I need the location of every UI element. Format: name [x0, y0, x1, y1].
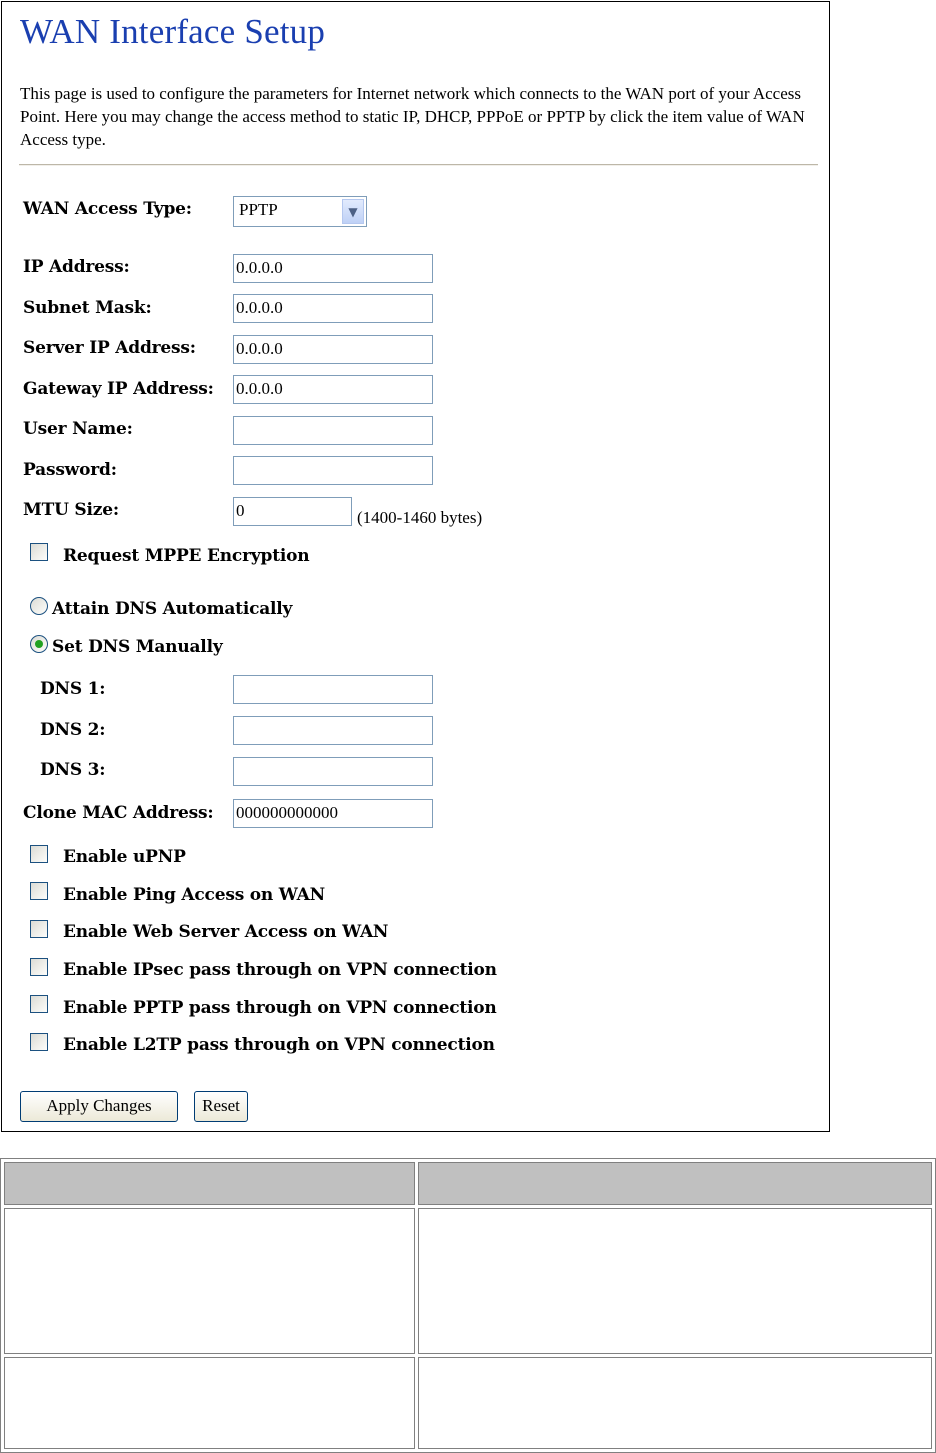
- table-cell: [4, 1208, 415, 1354]
- wan-access-type-select[interactable]: [233, 196, 367, 227]
- mtu-hint: (1400-1460 bytes): [357, 508, 483, 527]
- ipsec-label: Enable IPsec pass through on VPN connection: [63, 960, 497, 980]
- subnet-mask-input[interactable]: 0.0.0.0: [233, 294, 433, 323]
- apply-changes-button[interactable]: Apply Changes: [20, 1091, 178, 1122]
- ping-wan-label: Enable Ping Access on WAN: [63, 885, 325, 905]
- server-ip-label: Server IP Address:: [23, 338, 196, 358]
- mtu-size-label: MTU Size:: [23, 500, 119, 520]
- upnp-label: Enable uPNP: [63, 847, 186, 867]
- pptp-label: Enable PPTP pass through on VPN connection: [63, 998, 497, 1018]
- table-cell: [418, 1357, 932, 1449]
- gateway-ip-input[interactable]: 0.0.0.0: [233, 375, 433, 404]
- wan-access-type-value: PPTP: [239, 200, 278, 219]
- l2tp-label: Enable L2TP pass through on VPN connection: [63, 1035, 495, 1055]
- dns1-label: DNS 1:: [40, 679, 106, 699]
- upnp-checkbox[interactable]: [30, 845, 48, 863]
- ip-address-input[interactable]: 0.0.0.0: [233, 254, 433, 283]
- dns2-input[interactable]: [233, 716, 433, 745]
- user-name-label: User Name:: [23, 419, 133, 439]
- divider: [19, 164, 818, 166]
- table-cell: [418, 1208, 932, 1354]
- dns-manual-radio[interactable]: [30, 635, 48, 653]
- password-label: Password:: [23, 460, 117, 480]
- dns-auto-radio[interactable]: [30, 597, 48, 615]
- dns2-label: DNS 2:: [40, 720, 106, 740]
- password-input[interactable]: [233, 456, 433, 485]
- server-ip-input[interactable]: 0.0.0.0: [233, 335, 433, 364]
- page-description: This page is used to configure the parameters for Internet network which connects to the WAN port of your Access Point. Here you may change the access method to static IP, DHCP, PPPoE or PPTP by click the item value of WAN Access type.: [20, 84, 805, 149]
- dns3-label: DNS 3:: [40, 760, 106, 780]
- wan-access-type-label: WAN Access Type:: [23, 199, 192, 219]
- mppe-label: Request MPPE Encryption: [63, 546, 310, 566]
- clone-mac-input[interactable]: 000000000000: [233, 799, 433, 828]
- mtu-size-input[interactable]: 0: [233, 497, 352, 526]
- page-title: WAN Interface Setup: [20, 12, 326, 51]
- wan-setup-panel: [1, 1, 830, 1132]
- gateway-ip-label: Gateway IP Address:: [23, 379, 214, 399]
- table-header-cell: [418, 1162, 932, 1205]
- pptp-checkbox[interactable]: [30, 995, 48, 1013]
- reset-button[interactable]: Reset: [194, 1091, 248, 1122]
- ip-address-label: IP Address:: [23, 257, 130, 277]
- user-name-input[interactable]: [233, 416, 433, 445]
- dns-manual-label: Set DNS Manually: [52, 637, 223, 657]
- mppe-checkbox[interactable]: [30, 543, 48, 561]
- ping-wan-checkbox[interactable]: [30, 882, 48, 900]
- table-cell: [4, 1357, 415, 1449]
- subnet-mask-label: Subnet Mask:: [23, 298, 152, 318]
- chevron-down-icon[interactable]: ▼: [342, 199, 364, 224]
- ipsec-checkbox[interactable]: [30, 958, 48, 976]
- dns-auto-label: Attain DNS Automatically: [52, 599, 293, 619]
- web-wan-label: Enable Web Server Access on WAN: [63, 922, 389, 942]
- web-wan-checkbox[interactable]: [30, 920, 48, 938]
- dns1-input[interactable]: [233, 675, 433, 704]
- l2tp-checkbox[interactable]: [30, 1033, 48, 1051]
- clone-mac-label: Clone MAC Address:: [23, 803, 214, 823]
- dns3-input[interactable]: [233, 757, 433, 786]
- table-header-cell: [4, 1162, 415, 1205]
